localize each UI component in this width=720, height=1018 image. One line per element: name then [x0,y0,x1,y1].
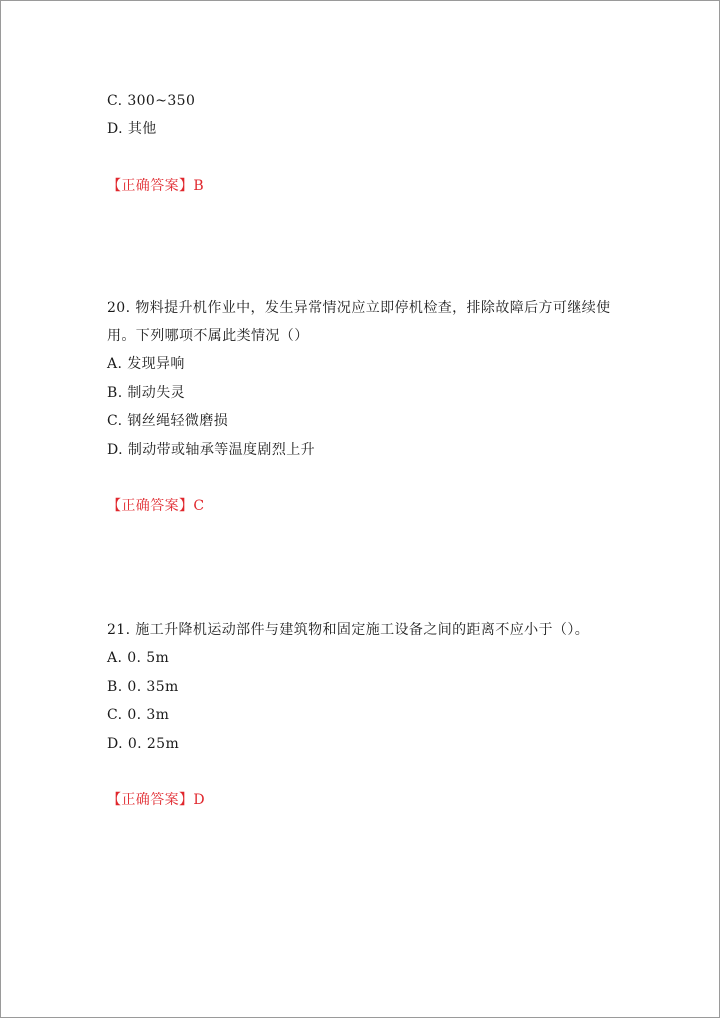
q20-stem-line1: 20. 物料提升机作业中，发生异常情况应立即停机检查，排除故障后方可继续使 [107,300,611,316]
q21-option-b: B. 0. 35m [107,679,179,695]
q21-answer: 【正确答案】D [107,792,206,808]
q20-option-d: D. 制动带或轴承等温度剧烈上升 [107,442,316,458]
q20-stem-line2: 用。下列哪项不属此类情况（） [107,328,309,344]
q21-option-c: C. 0. 3m [107,707,170,723]
prev-option-c: C. 300~350 [107,93,196,109]
q20-option-b: B. 制动失灵 [107,385,185,401]
q21-option-d: D. 0. 25m [107,736,180,752]
q21-stem-line1: 21. 施工升降机运动部件与建筑物和固定施工设备之间的距离不应小于（）。 [107,622,590,638]
prev-answer: 【正确答案】B [107,178,205,194]
q20-option-a: A. 发现异响 [107,356,185,372]
q20-answer: 【正确答案】C [107,498,205,514]
q20-option-c: C. 钢丝绳轻微磨损 [107,413,229,429]
prev-option-d: D. 其他 [107,121,157,137]
q21-option-a: A. 0. 5m [107,650,170,666]
